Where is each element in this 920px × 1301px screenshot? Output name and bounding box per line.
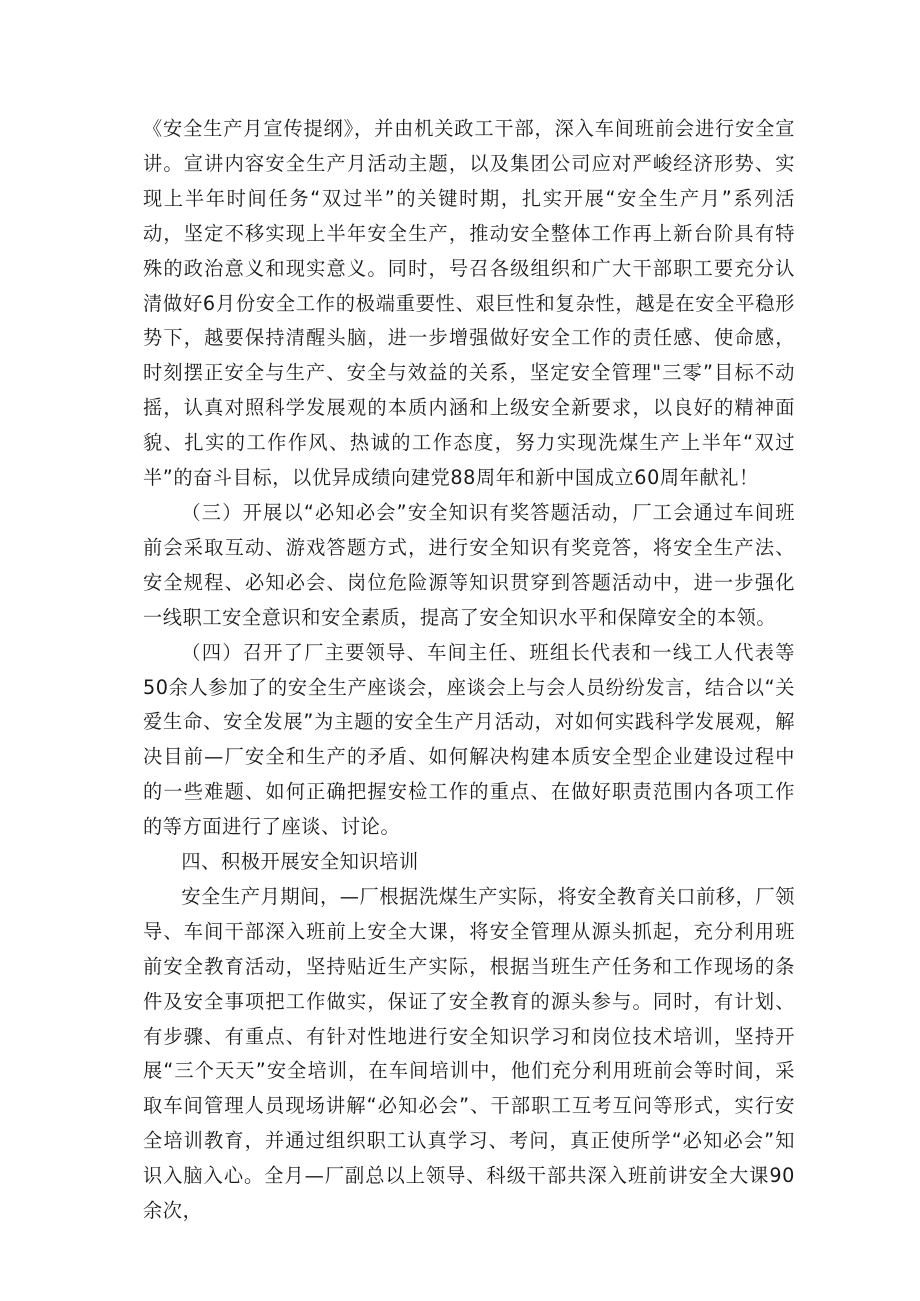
paragraph-section-three: （三）开展以“必知必会”安全知识有奖答题活动，厂工会通过车间班前会采取互动、游戏答题方式，进行安全知识有奖竞答，将安全生产法、安全规程、必知必会、岗位危险源等知识贯穿到答题活动中，进一步强化一线职工安全意识和安全素质，提高了安全知识水平和保障安全的本领。 [143, 500, 795, 629]
document-body [143, 112, 795, 1229]
section-heading-training: 四、积极开展安全知识培训 [181, 850, 419, 874]
paragraph-training: 安全生产月期间，—厂根据洗煤生产实际，将安全教育关口前移，厂领导、车间干部深入班前上安全大课，将安全管理从源头抓起，充分利用班前安全教育活动，坚持贴近生产实际，根据当班生产任务和工作现场的条件及安全事项把工作做实，保证了安全教育的源头参与。同时，有计划、有步骤、有重点、有针对性地进行安全知识学习和岗位技术培训，坚持开展“三个天天”安全培训，在车间培训中，他们充分利用班前会等时间，采取车间管理人员现场讲解“必知必会”、干部职工互考互问等形式，实行安全培训教育，并通过组织职工认真学习、考问，真正使所学“必知必会”知识入脑入心。全月—厂副总以上领导、科级干部共深入班前讲安全大课90余次， [143, 884, 795, 1223]
paragraph-continued-propaganda: 《安全生产月宣传提纲》，并由机关政工干部，深入车间班前会进行安全宣讲。宣讲内容安全生产月活动主题，以及集团公司应对严峻经济形势、实现上半年时间任务“双过半”的关键时期，扎实开展“安全生产月”系列活动，坚定不移实现上半年安全生产，推动安全整体工作再上新台阶具有特殊的政治意义和现实意义。同时，号召各级组织和广大干部职工要充分认清做好6月份安全工作的极端重要性、艰巨性和复杂性，越是在安全平稳形势下，越要保持清醒头脑，进一步增强做好安全工作的责任感、使命感，时刻摆正安全与生产、安全与效益的关系，坚定安全管理"三零”目标不动摇，认真对照科学发展观的本质内涵和上级安全新要求，以良好的精神面貌、扎实的工作作风、热诚的工作态度，努力实现洗煤生产上半年“双过半”的奋斗目标，以优异成绩向建党88周年和新中国成立60周年献礼！ [143, 117, 795, 490]
paragraph-section-four: （四）召开了厂主要领导、车间主任、班组长代表和一线工人代表等50余人参加了的安全生产座谈会，座谈会上与会人员纷纷发言，结合以“关爱生命、安全发展”为主题的安全生产月活动，对如何实践科学发展观，解决目前—厂安全和生产的矛盾、如何解决构建本质安全型企业建设过程中的一些难题、如何正确把握安检工作的重点、在做好职责范围内各项工作的等方面进行了座谈、讨论。 [143, 640, 795, 839]
